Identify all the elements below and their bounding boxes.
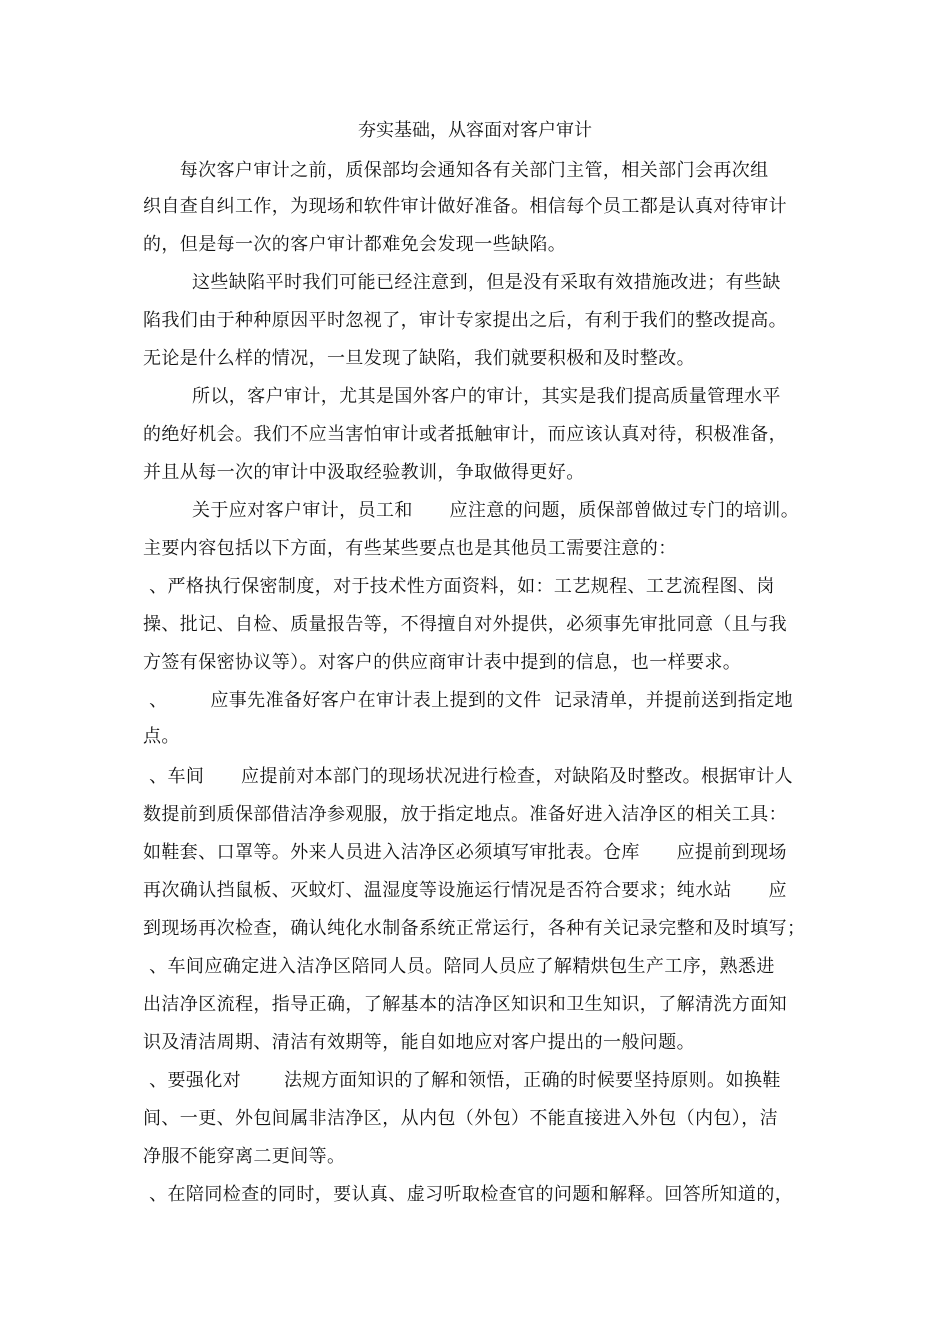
body-line: 再次确认挡鼠板、灭蚊灯、温湿度等设施运行情况是否符合要求；纯水站 应	[143, 880, 787, 901]
body-line: 所以，客户审计，尤其是国外客户的审计，其实是我们提高质量管理水平	[143, 386, 781, 407]
body-line: 操、批记、自检、质量报告等，不得擅自对外提供，必须事先审批同意（且与我	[143, 614, 787, 635]
body-line: 每次客户审计之前，质保部均会通知各有关部门主管，相关部门会再次组	[143, 160, 769, 181]
body-line: 到现场再次检查，确认纯化水制备系统正常运行，各种有关记录完整和及时填写；	[143, 918, 806, 939]
body-line: 净服不能穿离二更间等。	[143, 1146, 346, 1167]
body-line: 、车间 应提前对本部门的现场状况进行检查，对缺陷及时整改。根据审计人	[143, 766, 794, 787]
body-line: 方签有保密协议等）。对客户的供应商审计表中提到的信息，也一样要求。	[143, 652, 742, 673]
body-line: 识及清洁周期、清洁有效期等，能自如地应对客户提出的一般问题。	[143, 1032, 695, 1053]
body-line: 无论是什么样的情况，一旦发现了缺陷，我们就要积极和及时整改。	[143, 348, 695, 369]
document-title: 夯实基础，从容面对客户审计	[358, 120, 592, 141]
body-line: 间、一更、外包间属非洁净区，从内包（外包）不能直接进入外包（内包），洁	[143, 1108, 778, 1129]
body-line: 、要强化对 法规方面知识的了解和领悟，正确的时候要坚持原则。如换鞋	[143, 1070, 781, 1091]
body-line: 关于应对客户审计，员工和 应注意的问题，质保部曾做过专门的培训。	[143, 500, 800, 521]
body-line: 的绝好机会。我们不应当害怕审计或者抵触审计，而应该认真对待，积极准备，	[143, 424, 787, 445]
body-line: 这些缺陷平时我们可能已经注意到，但是没有采取有效措施改进；有些缺	[143, 272, 781, 293]
body-line: 陷我们由于种种原因平时忽视了，审计专家提出之后，有利于我们的整改提高。	[143, 310, 787, 331]
body-line: 的，但是每一次的客户审计都难免会发现一些缺陷。	[143, 234, 567, 255]
body-line: 、 应事先准备好客户在审计表上提到的文件 记录清单，并提前送到指定地	[143, 690, 794, 711]
body-line: 织自查自纠工作，为现场和软件审计做好准备。相信每个员工都是认真对待审计	[143, 196, 787, 217]
body-line: 出洁净区流程，指导正确，了解基本的洁净区知识和卫生知识，了解清洗方面知	[143, 994, 787, 1015]
body-line: 、在陪同检查的同时，要认真、虚习听取检查官的问题和解释。回答所知道的，	[143, 1184, 794, 1205]
body-line: 数提前到质保部借洁净参观服，放于指定地点。准备好进入洁净区的相关工具：	[143, 804, 787, 825]
body-line: 点。	[143, 726, 180, 747]
body-line: 、严格执行保密制度，对于技术性方面资料，如：工艺规程、工艺流程图、岗	[143, 576, 775, 597]
body-line: 主要内容包括以下方面，有些某些要点也是其他员工需要注意的：	[143, 538, 677, 559]
body-line: 、车间应确定进入洁净区陪同人员。陪同人员应了解精烘包生产工序，熟悉进	[143, 956, 775, 977]
body-line: 并且从每一次的审计中汲取经验教训，争取做得更好。	[143, 462, 585, 483]
body-line: 如鞋套、口罩等。外来人员进入洁净区必须填写审批表。仓库 应提前到现场	[143, 842, 787, 863]
